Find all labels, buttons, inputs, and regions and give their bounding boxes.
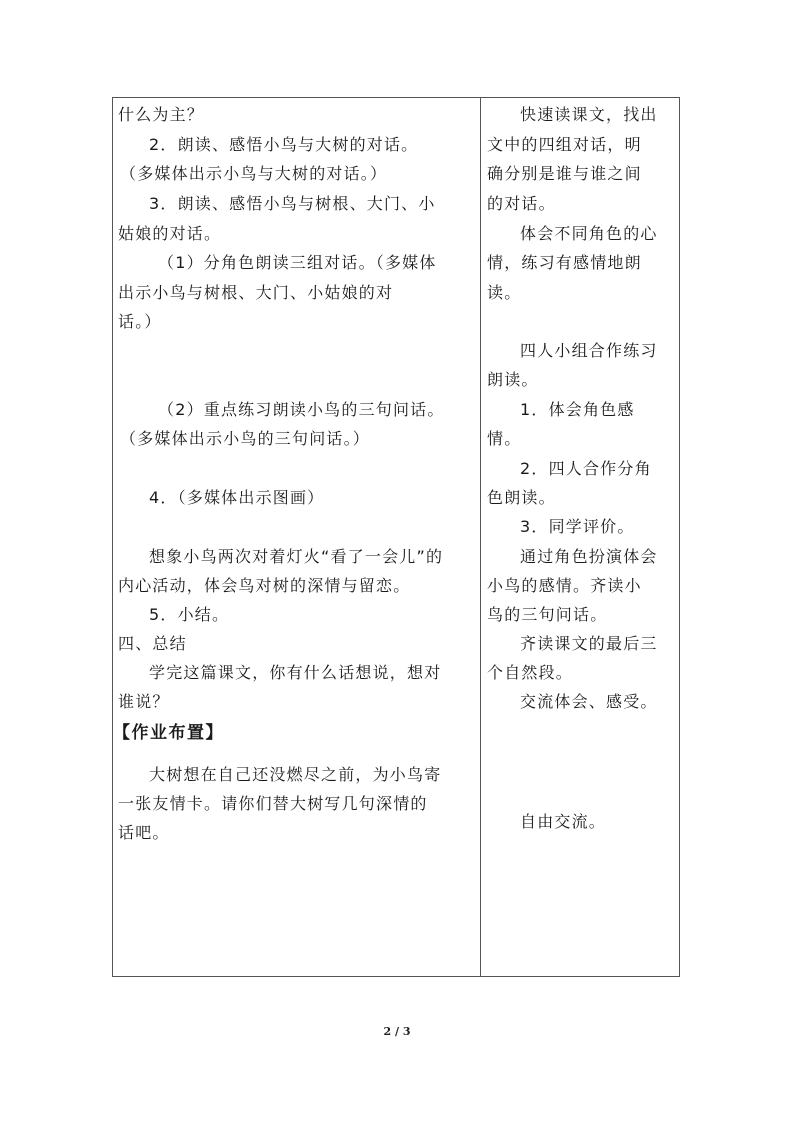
left-line: （多媒体出示小鸟的三句问话。） xyxy=(120,429,371,448)
left-line: （多媒体出示小鸟与大树的对话。） xyxy=(120,164,388,183)
right-line: 确分别是谁与谁之间 xyxy=(487,164,642,183)
right-line: 的对话。 xyxy=(487,194,556,213)
left-line: 2．朗读、感悟小鸟与大树的对话。 xyxy=(149,135,419,154)
left-line: （1）分角色朗读三组对话。（多媒体 xyxy=(158,253,437,272)
right-line: 情，练习有感情地朗 xyxy=(487,253,642,272)
right-line: 快速读课文，找出 xyxy=(520,105,658,124)
left-line: 学完这篇课文，你有什么话想说，想对 xyxy=(149,663,442,682)
right-line: 交流体会、感受。 xyxy=(520,692,658,711)
right-line: 鸟的三句问话。 xyxy=(487,605,608,624)
left-line: 姑娘的对话。 xyxy=(118,224,222,243)
left-line: 什么为主？ xyxy=(118,105,205,124)
right-line: 3．同学评价。 xyxy=(520,517,635,536)
left-line: 话吧。 xyxy=(118,823,170,842)
left-line: 内心活动，体会鸟对树的深情与留恋。 xyxy=(118,576,411,595)
left-line: 3．朗读、感悟小鸟与树根、大门、小 xyxy=(149,194,436,213)
left-line: 出示小鸟与树根、大门、小姑娘的对 xyxy=(118,283,394,302)
left-line: 一张友情卡。请你们替大树写几句深情的 xyxy=(118,794,428,813)
right-line: 1．体会角色感 xyxy=(520,400,635,419)
right-line: 四人小组合作练习 xyxy=(520,341,658,360)
left-line: 谁说？ xyxy=(118,692,170,711)
right-line: 个自然段。 xyxy=(487,663,574,682)
right-line: 齐读课文的最后三 xyxy=(520,634,658,653)
column-divider xyxy=(480,97,481,977)
left-line: 5．小结。 xyxy=(149,605,230,624)
right-line: 2．四人合作分角 xyxy=(520,459,652,478)
right-line: 通过角色扮演体会 xyxy=(520,547,658,566)
left-line: 4．（多媒体出示图画） xyxy=(149,488,325,507)
left-line: 话。） xyxy=(118,312,162,331)
left-line: （2）重点练习朗读小鸟的三句问话。 xyxy=(158,400,445,419)
left-line: 想象小鸟两次对着灯火“看了一会儿”的 xyxy=(149,547,444,566)
right-line: 小鸟的感情。齐读小 xyxy=(487,576,642,595)
right-line: 读。 xyxy=(487,283,522,302)
homework-heading: 【作业布置】 xyxy=(113,723,224,743)
right-line: 体会不同角色的心 xyxy=(520,224,658,243)
right-line: 朗读。 xyxy=(487,370,539,389)
left-line: 大树想在自己还没燃尽之前，为小鸟寄 xyxy=(149,765,442,784)
section-heading-summary: 四、总结 xyxy=(118,634,187,653)
right-line: 自由交流。 xyxy=(520,812,607,831)
right-line: 色朗读。 xyxy=(487,488,556,507)
right-line: 情。 xyxy=(487,429,522,448)
right-line: 文中的四组对话，明 xyxy=(487,135,642,154)
page-number: 2 / 3 xyxy=(383,1025,411,1038)
